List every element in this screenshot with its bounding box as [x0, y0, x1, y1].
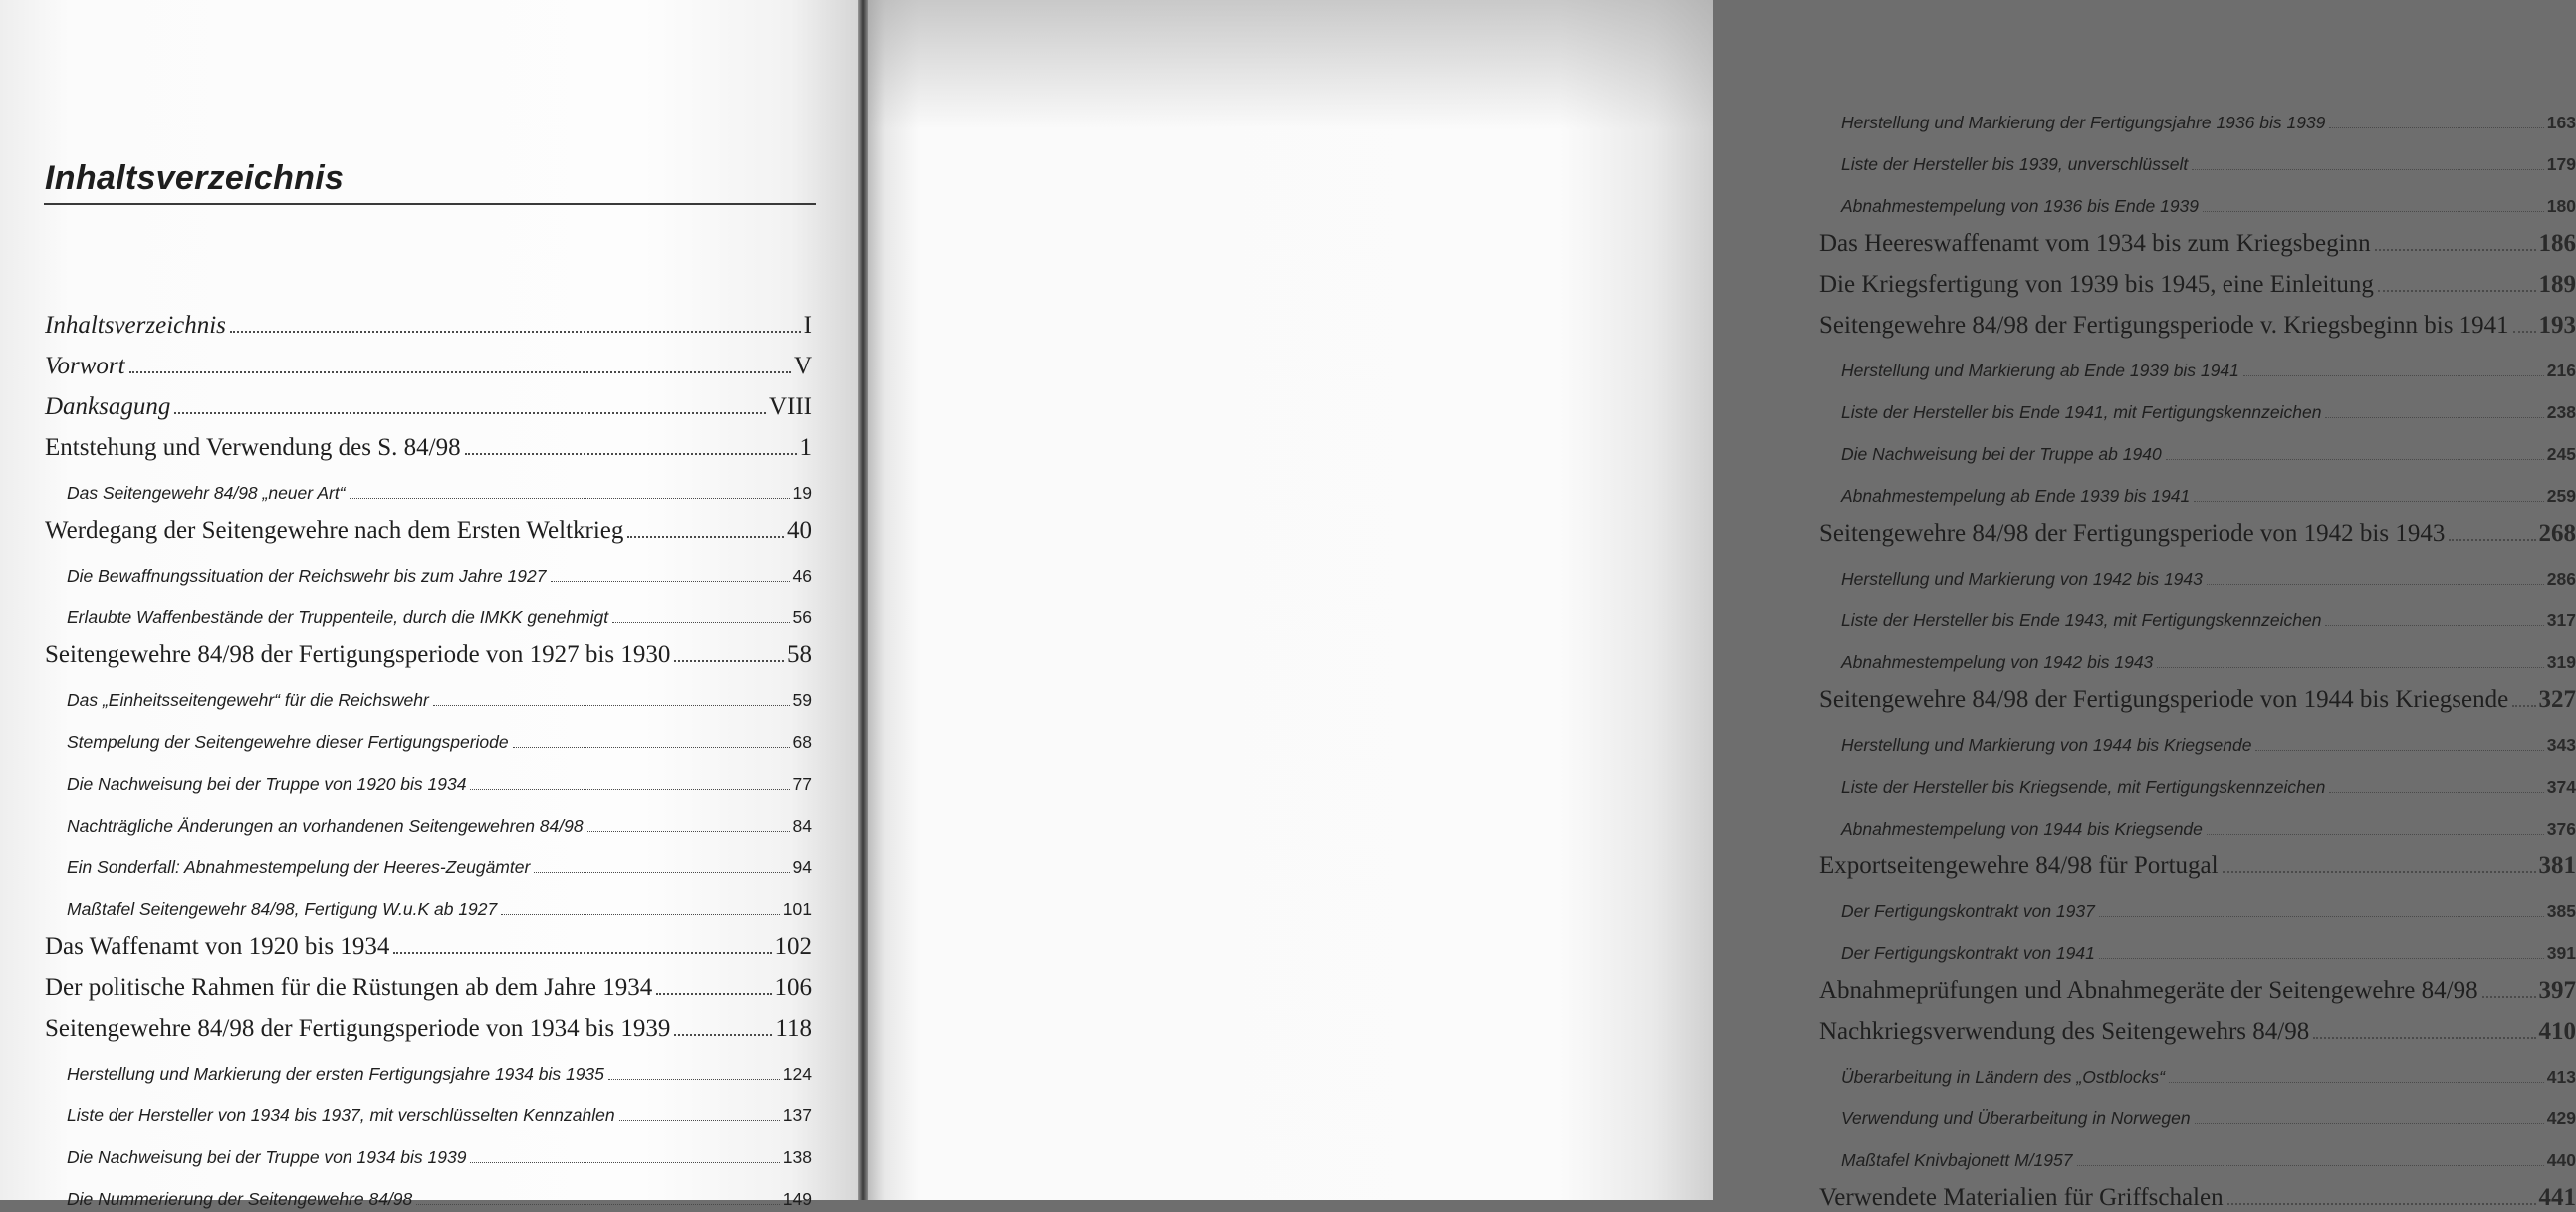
toc-entry	[1819, 340, 2576, 381]
toc-entry	[45, 795, 812, 837]
toc-entry-title: Danksagung	[45, 393, 170, 421]
dot-leader	[534, 872, 789, 873]
toc-entry	[45, 1043, 812, 1085]
toc-entry-title: Herstellung und Markierung der ersten Fertigungsjahre 1934 bis 1935	[67, 1064, 604, 1085]
dot-leader	[2195, 1123, 2544, 1124]
dot-leader	[2194, 501, 2544, 502]
dot-leader	[230, 331, 801, 333]
toc-entry	[1819, 423, 2576, 465]
toc-entry-title: Überarbeitung in Ländern des „Ostblocks“	[1841, 1067, 2165, 1088]
toc-entry	[1819, 217, 2576, 258]
toc-entry	[1819, 798, 2576, 840]
dot-leader	[416, 1204, 780, 1205]
toc-entry	[1819, 175, 2576, 217]
toc-entry-page: 179	[2547, 154, 2576, 175]
toc-entry-page: V	[794, 353, 812, 380]
toc-entry	[1819, 964, 2576, 1005]
toc-entry	[1819, 548, 2576, 590]
toc-entry-title: Ein Sonderfall: Abnahmestempelung der Heeres-Zeugämter	[67, 857, 530, 878]
toc-entry-page: 413	[2547, 1067, 2576, 1088]
right-page	[868, 0, 1713, 1200]
dot-leader	[470, 789, 789, 790]
toc-entry-page: 385	[2547, 901, 2576, 922]
dot-leader	[2313, 1037, 2535, 1039]
toc-entry-page: 186	[2539, 230, 2576, 258]
dot-leader	[2375, 249, 2536, 251]
dot-leader	[2099, 916, 2544, 917]
toc-entry	[1819, 1046, 2576, 1088]
toc-entry-page: 286	[2547, 569, 2576, 590]
toc-entry	[1819, 465, 2576, 507]
toc-entry	[1819, 299, 2576, 340]
toc-entry-title: Der politische Rahmen für die Rüstungen ab dem Jahre 1934	[45, 974, 652, 1002]
toc-entry-page: 397	[2539, 977, 2576, 1005]
dot-leader	[2255, 750, 2543, 751]
toc-entry	[1819, 590, 2576, 631]
toc-entry-title: Erlaubte Waffenbestände der Truppenteile, durch die IMKK genehmigt	[67, 607, 608, 628]
toc-entry-title: Die Nachweisung bei der Truppe von 1920 bis 1934	[67, 774, 466, 795]
toc-entry-page: 410	[2539, 1018, 2576, 1046]
toc-entry	[45, 753, 812, 795]
toc-entry	[1819, 1129, 2576, 1171]
dot-leader	[2325, 625, 2543, 626]
toc-entry-title: Der Fertigungskontrakt von 1937	[1841, 901, 2095, 922]
toc-entry	[1819, 880, 2576, 922]
toc-entry	[45, 961, 812, 1002]
toc-entry-page: 101	[783, 899, 812, 920]
toc-entry-title: Liste der Hersteller bis Ende 1941, mit Fertigungskennzeichen	[1841, 402, 2321, 423]
dot-leader	[2227, 1203, 2536, 1205]
dot-leader	[350, 498, 790, 499]
toc-entry-page: 77	[793, 774, 812, 795]
dot-leader	[2077, 1165, 2544, 1166]
dot-leader	[393, 952, 771, 954]
toc-entry-page: VIII	[769, 393, 812, 421]
toc-entry-title: Herstellung und Markierung von 1942 bis 1943	[1841, 569, 2203, 590]
dot-leader	[470, 1162, 779, 1163]
dot-leader	[2329, 792, 2543, 793]
toc-entry-page: 259	[2547, 486, 2576, 507]
toc-entry-page: 216	[2547, 361, 2576, 381]
toc-entry-page: 441	[2539, 1184, 2576, 1212]
toc-entry	[45, 462, 812, 504]
toc-entry-title: Die Nachweisung bei der Truppe ab 1940	[1841, 444, 2162, 465]
toc-entry-title: Die Kriegsfertigung von 1939 bis 1945, eine Einleitung	[1819, 271, 2374, 299]
dot-leader	[501, 914, 780, 915]
dot-leader	[2166, 459, 2544, 460]
dot-leader	[513, 747, 790, 748]
dot-leader	[465, 453, 797, 455]
toc-entry	[45, 878, 812, 920]
heading-rule	[44, 203, 816, 205]
toc-entry	[45, 920, 812, 961]
toc-entry-title: Die Nummerierung der Seitengewehre 84/98	[67, 1189, 412, 1210]
toc-entry-page: 440	[2547, 1150, 2576, 1171]
dot-leader	[608, 1079, 780, 1080]
toc-entry-title: Seitengewehre 84/98 der Fertigungsperiode von 1942 bis 1943	[1819, 520, 2445, 548]
toc-entry-title: Inhaltsverzeichnis	[45, 312, 226, 340]
toc-entry-title: Maßtafel Knivbajonett M/1957	[1841, 1150, 2073, 1171]
toc-entry-page: 56	[793, 607, 812, 628]
dot-leader	[2512, 705, 2535, 707]
toc-entry	[1819, 840, 2576, 880]
toc-entry-title: Abnahmestempelung von 1942 bis 1943	[1841, 652, 2153, 673]
dot-leader	[2207, 584, 2544, 585]
toc-entry	[45, 669, 812, 711]
toc-entry-title: Herstellung und Markierung von 1944 bis Kriegsende	[1841, 735, 2251, 756]
dot-leader	[2157, 667, 2544, 668]
toc-entry-page: 374	[2547, 777, 2576, 798]
toc-entry-page: 40	[787, 517, 812, 545]
toc-entry-page: 189	[2539, 271, 2576, 299]
toc-entry-page: 84	[793, 816, 812, 837]
toc-entry-page: 238	[2547, 402, 2576, 423]
toc-entry	[1819, 381, 2576, 423]
toc-entry	[1819, 756, 2576, 798]
toc-entry-page: 327	[2539, 686, 2576, 714]
dot-leader	[2482, 996, 2536, 998]
dot-leader	[174, 412, 766, 414]
toc-entry	[1819, 1005, 2576, 1046]
toc-entry-title: Entstehung und Verwendung des S. 84/98	[45, 434, 461, 462]
toc-entry	[45, 380, 812, 421]
toc-entry-title: Die Nachweisung bei der Truppe von 1934 bis 1939	[67, 1147, 466, 1168]
toc-entry-page: 391	[2547, 943, 2576, 964]
toc-entry	[45, 340, 812, 380]
toc-entry-title: Herstellung und Markierung ab Ende 1939 bis 1941	[1841, 361, 2239, 381]
toc-entry-page: 429	[2547, 1108, 2576, 1129]
left-page	[0, 0, 858, 1200]
dot-leader	[2325, 417, 2543, 418]
toc-entry-title: Nachkriegsverwendung des Seitengewehrs 84/98	[1819, 1018, 2309, 1046]
toc-entry-title: Die Bewaffnungssituation der Reichswehr bis zum Jahre 1927	[67, 566, 547, 587]
toc-entry-page: 124	[783, 1064, 812, 1085]
toc-entry-page: 193	[2539, 312, 2576, 340]
toc-entry-title: Exportseitengewehre 84/98 für Portugal	[1819, 852, 2219, 880]
toc-entry	[45, 545, 812, 587]
toc-entry	[1819, 673, 2576, 714]
toc-entry-title: Abnahmeprüfungen und Abnahmegeräte der Seitengewehre 84/98	[1819, 977, 2478, 1005]
toc-entry-title: Herstellung und Markierung der Fertigungsjahre 1936 bis 1939	[1841, 113, 2325, 133]
toc-entry	[1819, 631, 2576, 673]
toc-entry-title: Das „Einheitsseitengewehr“ für die Reichswehr	[67, 690, 429, 711]
toc-right-list	[1819, 92, 2576, 1212]
toc-entry	[1819, 1088, 2576, 1129]
toc-entry	[1819, 258, 2576, 299]
toc-entry	[45, 587, 812, 628]
toc-entry	[1819, 507, 2576, 548]
dot-leader	[551, 581, 790, 582]
toc-entry-page: 317	[2547, 610, 2576, 631]
toc-entry-title: Abnahmestempelung von 1944 bis Kriegsende	[1841, 819, 2203, 840]
toc-entry-page: 46	[793, 566, 812, 587]
book-spine	[858, 0, 868, 1200]
toc-entry-title: Werdegang der Seitengewehre nach dem Ersten Weltkrieg	[45, 517, 623, 545]
toc-entry-page: I	[804, 312, 812, 340]
toc-entry-title: Vorwort	[45, 353, 125, 380]
toc-entry-title: Seitengewehre 84/98 der Fertigungsperiode v. Kriegsbeginn bis 1941	[1819, 312, 2509, 340]
toc-entry-title: Stempelung der Seitengewehre dieser Fertigungsperiode	[67, 732, 509, 753]
toc-entry-title: Liste der Hersteller bis Ende 1943, mit Fertigungskennzeichen	[1841, 610, 2321, 631]
toc-entry-title: Seitengewehre 84/98 der Fertigungsperiode von 1927 bis 1930	[45, 641, 670, 669]
toc-entry-title: Das Waffenamt von 1920 bis 1934	[45, 933, 389, 961]
toc-entry	[45, 1002, 812, 1043]
dot-leader	[129, 371, 791, 373]
toc-entry-page: 381	[2539, 852, 2576, 880]
dot-leader	[433, 705, 790, 706]
dot-leader	[2203, 211, 2544, 212]
dot-leader	[674, 1034, 772, 1036]
dot-leader	[2329, 127, 2543, 128]
dot-leader	[2378, 290, 2536, 292]
toc-entry	[45, 837, 812, 878]
toc-entry-title: Liste der Hersteller bis Kriegsende, mit Fertigungskennzeichen	[1841, 777, 2325, 798]
toc-entry	[1819, 714, 2576, 756]
toc-entry-page: 268	[2539, 520, 2576, 548]
dot-leader	[2513, 331, 2536, 333]
dot-leader	[2223, 871, 2536, 873]
toc-entry-page: 376	[2547, 819, 2576, 840]
dot-leader	[2099, 958, 2544, 959]
toc-entry-title: Maßtafel Seitengewehr 84/98, Fertigung W.u.K ab 1927	[67, 899, 497, 920]
dot-leader	[627, 536, 784, 538]
toc-entry	[1819, 922, 2576, 964]
toc-entry-page: 59	[793, 690, 812, 711]
toc-entry	[45, 1126, 812, 1168]
dot-leader	[2243, 375, 2544, 376]
toc-entry	[1819, 133, 2576, 175]
toc-entry	[1819, 92, 2576, 133]
toc-entry-title: Seitengewehre 84/98 der Fertigungsperiode von 1934 bis 1939	[45, 1015, 670, 1043]
toc-entry	[45, 1168, 812, 1210]
toc-entry-title: Abnahmestempelung von 1936 bis Ende 1939	[1841, 196, 2199, 217]
toc-entry-page: 118	[775, 1015, 812, 1043]
dot-leader	[2449, 539, 2535, 541]
toc-entry-page: 245	[2547, 444, 2576, 465]
toc-entry-page: 180	[2547, 196, 2576, 217]
toc-entry-page: 343	[2547, 735, 2576, 756]
dot-leader	[674, 660, 784, 662]
toc-entry-title: Nachträgliche Änderungen an vorhandenen Seitengewehren 84/98	[67, 816, 584, 837]
toc-entry-page: 58	[787, 641, 812, 669]
toc-entry-page: 163	[2547, 113, 2576, 133]
toc-entry-page: 1	[800, 434, 813, 462]
toc-entry	[1819, 1171, 2576, 1212]
toc-entry-title: Liste der Hersteller von 1934 bis 1937, mit verschlüsselten Kennzahlen	[67, 1105, 615, 1126]
toc-entry-title: Abnahmestempelung ab Ende 1939 bis 1941	[1841, 486, 2190, 507]
dot-leader	[587, 831, 790, 832]
toc-left-list	[45, 299, 812, 1210]
toc-entry-page: 138	[783, 1147, 812, 1168]
toc-entry	[45, 711, 812, 753]
toc-entry-page: 149	[783, 1189, 812, 1210]
dot-leader	[612, 622, 789, 623]
toc-entry-page: 94	[793, 857, 812, 878]
dot-leader	[2169, 1082, 2544, 1083]
toc-entry-title: Verwendete Materialien für Griffschalen	[1819, 1184, 2224, 1212]
toc-entry-page: 68	[793, 732, 812, 753]
toc-entry-page: 106	[775, 974, 813, 1002]
toc-entry-page: 319	[2547, 652, 2576, 673]
toc-entry	[45, 299, 812, 340]
toc-entry-title: Das Seitengewehr 84/98 „neuer Art“	[67, 483, 346, 504]
toc-entry	[45, 1085, 812, 1126]
toc-entry	[45, 628, 812, 669]
toc-entry-title: Verwendung und Überarbeitung in Norwegen	[1841, 1108, 2191, 1129]
toc-entry	[45, 421, 812, 462]
toc-entry-page: 19	[793, 483, 812, 504]
toc-entry-title: Der Fertigungskontrakt von 1941	[1841, 943, 2095, 964]
toc-entry-page: 102	[775, 933, 813, 961]
dot-leader	[656, 993, 771, 995]
toc-entry	[45, 504, 812, 545]
toc-entry-title: Das Heereswaffenamt vom 1934 bis zum Kriegsbeginn	[1819, 230, 2371, 258]
toc-entry-title: Seitengewehre 84/98 der Fertigungsperiode von 1944 bis Kriegsende	[1819, 686, 2508, 714]
toc-entry-page: 137	[783, 1105, 812, 1126]
dot-leader	[2192, 169, 2544, 170]
dot-leader	[619, 1120, 780, 1121]
dot-leader	[2207, 834, 2544, 835]
page-heading: Inhaltsverzeichnis	[45, 159, 344, 198]
toc-entry-title: Liste der Hersteller bis 1939, unverschlüsselt	[1841, 154, 2188, 175]
